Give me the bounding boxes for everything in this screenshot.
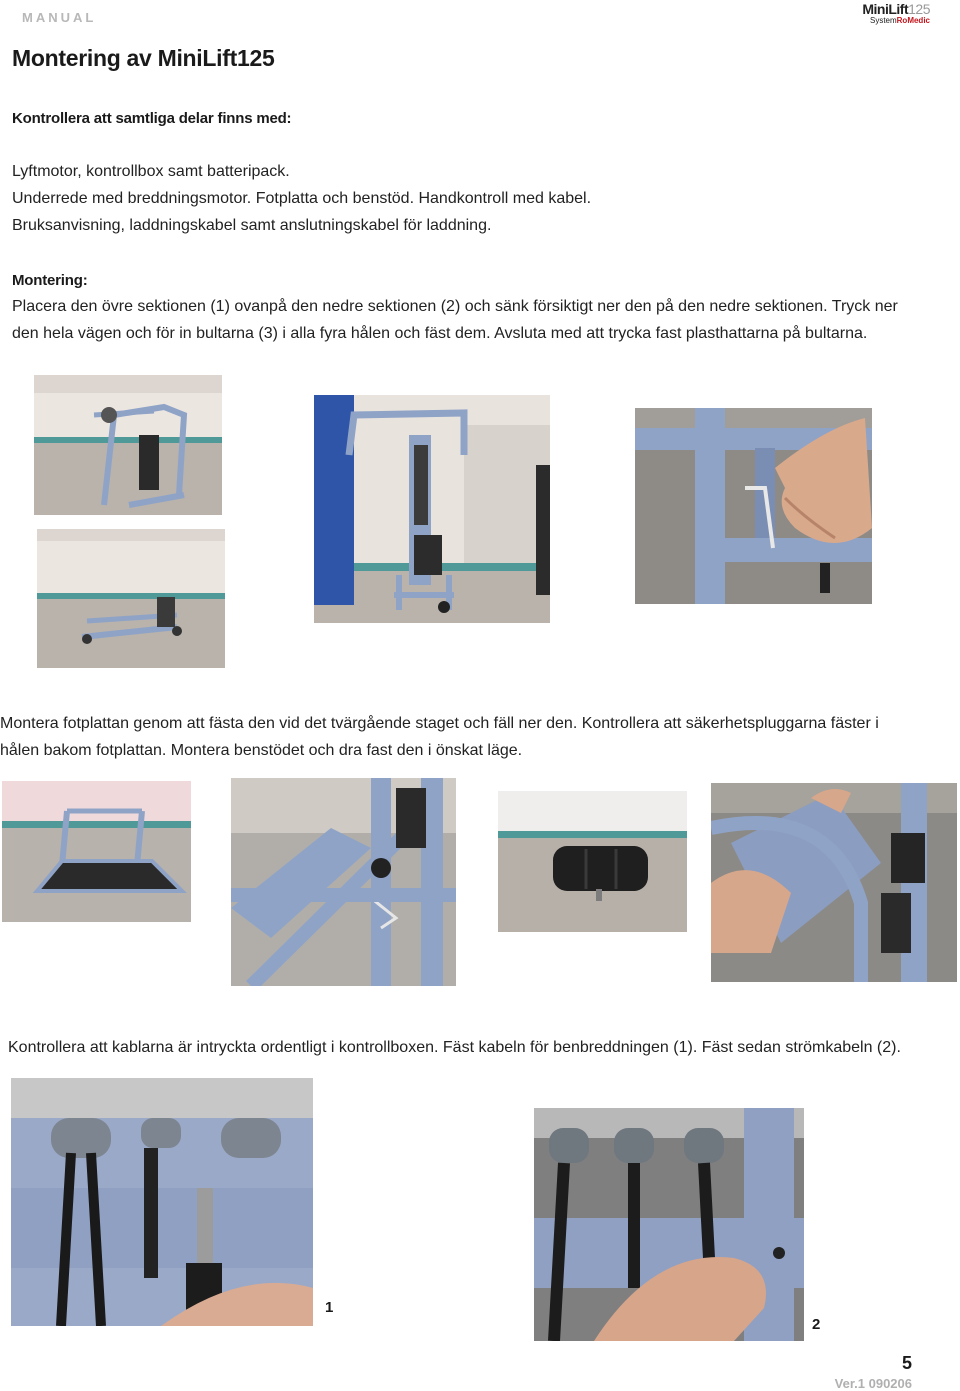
parts-line: Underrede med breddningsmotor. Fotplatta och benstöd. Handkontroll med kabel. — [12, 190, 592, 207]
photo-leg-width-cable — [11, 1078, 313, 1326]
parts-list — [12, 158, 942, 239]
assembly-line: den hela vägen och för in bultarna (3) i alla fyra hålen och fäst dem. Avsluta med att trycka fast plasthattarna på bultarna. — [12, 325, 868, 342]
photo-leg-rest-adjust — [711, 783, 957, 982]
cable-text: Kontrollera att kablarna är intryckta ordentligt i kontrollboxen. Fäst kabeln för benbreddningen (1). Fäst sedan strömkabeln (2). — [8, 1039, 901, 1056]
assembly-text — [12, 293, 952, 347]
photo-label-2: 2 — [812, 1316, 821, 1333]
page-title: Montering av MiniLift125 — [12, 45, 275, 71]
parts-line: Lyftmotor, kontrollbox samt batteripack. — [12, 163, 290, 180]
photo-power-cable — [534, 1108, 804, 1341]
photo-footplate-mount — [231, 778, 456, 986]
footplate-line: hålen bakom fotplattan. Montera benstödet och dra fast den i önskat läge. — [0, 742, 523, 759]
photo-label-1: 1 — [325, 1299, 334, 1316]
photo-lower-section — [37, 529, 225, 668]
version-label: Ver.1 090206 — [834, 1376, 912, 1391]
page-number: 5 — [901, 1353, 912, 1373]
photo-inserting-bolts — [635, 408, 872, 604]
parts-heading: Kontrollera att samtliga delar finns med: — [12, 110, 292, 127]
photo-footplate — [2, 781, 191, 922]
photo-upper-section — [34, 375, 222, 515]
photo-leg-rest — [498, 791, 687, 932]
footplate-text — [0, 710, 950, 764]
manual-label: MANUAL — [22, 10, 97, 25]
assembly-heading: Montering: — [12, 272, 88, 289]
parts-line: Bruksanvisning, laddningskabel samt anslutningskabel för laddning. — [12, 217, 492, 234]
logo-sub-prefix: System — [869, 16, 897, 25]
minilift-logo — [860, 2, 930, 25]
footplate-line: Montera fotplattan genom att fästa den vid det tvärgående staget och fäll ner den. Kontrollera att säkerhetspluggarna fäster i — [0, 715, 879, 732]
logo-main-text: MiniLift — [862, 1, 909, 17]
logo-brand: RoMedic — [896, 16, 930, 25]
logo-number: 125 — [908, 1, 930, 17]
photo-lowering-section — [314, 395, 550, 623]
assembly-line: Placera den övre sektionen (1) ovanpå den nedre sektionen (2) och sänk försiktigt ner den på den nedre sektionen. Tryck ner — [12, 298, 898, 315]
